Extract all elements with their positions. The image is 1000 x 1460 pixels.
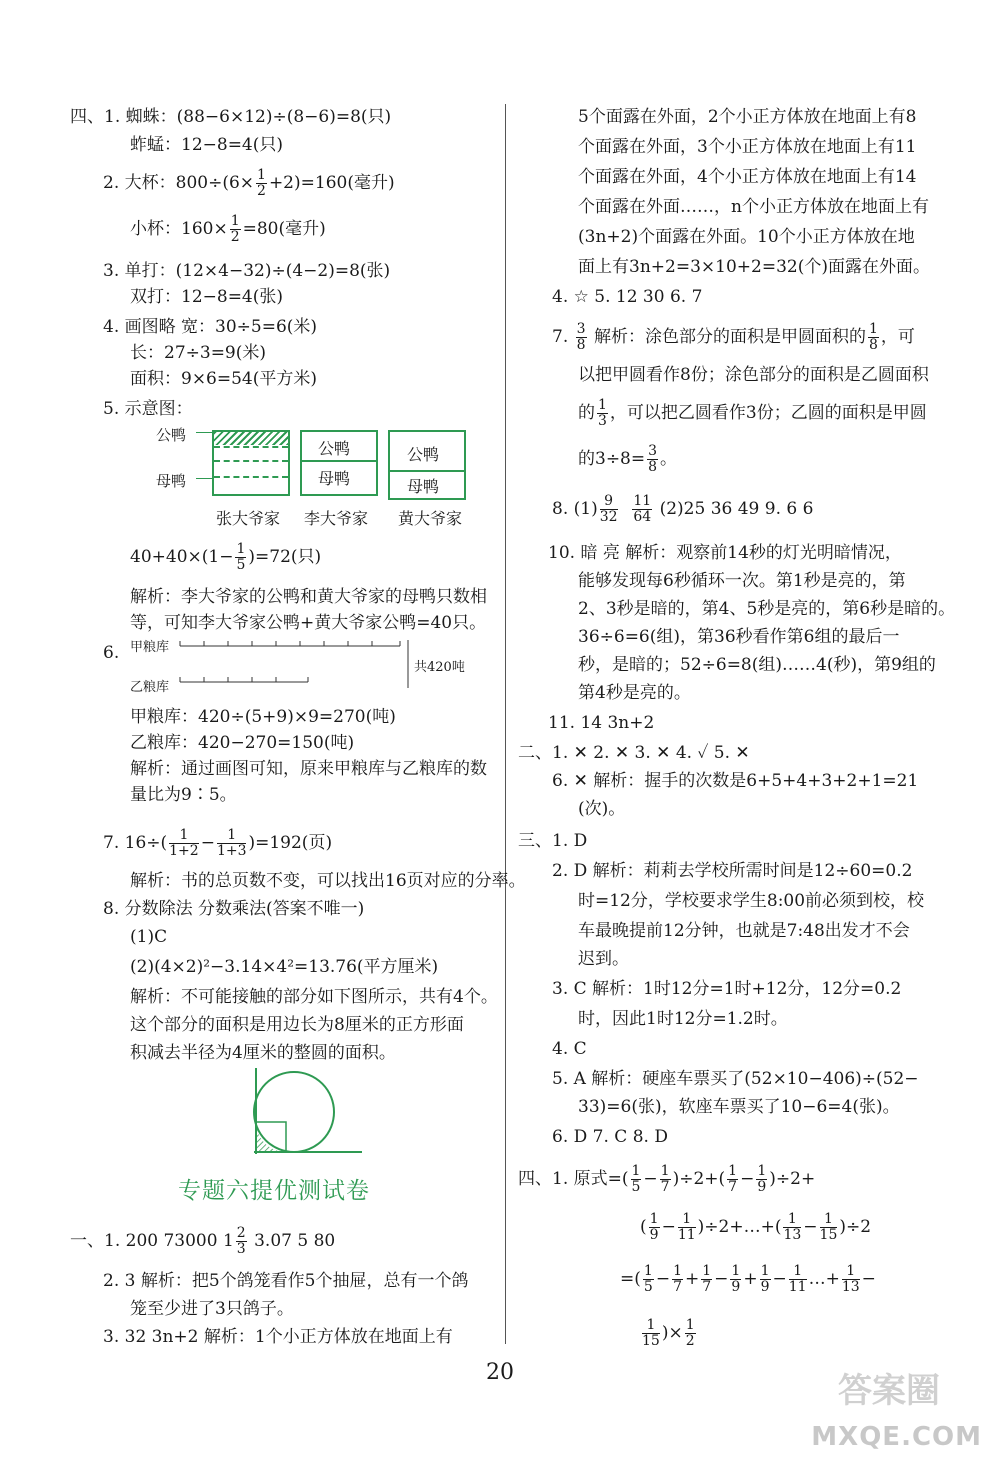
expression-line-4: $\frac{1}{15}$ )× $\frac{1}{2}$ [642,1317,695,1349]
right-line: 33)=6(张)，软座车票买了10−6=4(张)。 [578,1097,900,1117]
right-line: (3n+2)个面露在外面。10个小正方体放在地 [578,227,915,247]
answer-10: 10. 暗 亮 解析：观察前14秒的灯光明暗情况， [548,543,902,563]
answer-4-5-equation: 40+40×(1− $\frac{1}{5}$ )=72(只) [130,541,322,573]
page-number: 20 [486,1360,514,1385]
right-line-frac-3-8: 的3÷8= $\frac{3}{8}$ 。 [578,443,678,475]
answer-4-8d: 解析：不可能接触的部分如下图所示，共有4个。 [130,987,498,1007]
answer-1-3a: 3. 32 3n+2 解析：1个小正方体放在地面上有 [103,1327,453,1347]
answer-4-5-analysis-2: 等，可知李大爷家公鸭+黄大爷家公鸭=40只。 [130,613,487,633]
answer-3-3: 3. C 解析：1时12分=1时+12分，12分=0.2 [552,979,902,999]
fig5-split [390,470,464,472]
answer-4-6: 4. ☆ 5. 12 30 6. 7 [552,287,703,307]
expression-line-2: ( $\frac{1}{9}$ − $\frac{1}{11}$ )÷2+…+( $\frac{1}{13}$ − $\frac{1}{15}$ )÷2 [640,1211,872,1243]
answer-3-6-8: 6. D 7. C 8. D [552,1127,668,1147]
section-title: 专题六提优测试卷 [178,1178,370,1204]
fig6-segments [176,636,416,692]
right-line: 能够发现每6秒循环一次。第1秒是亮的，第 [578,571,906,591]
answer-3-4: 4. C [552,1039,587,1059]
fig5-li-muya: 母鸭 [318,469,351,488]
right-line: 面上有3n+2=3×10+2=32(个)面露在外面。 [578,257,930,277]
square-circle-figure [246,1062,366,1162]
answer-4-6c: 解析：通过画图可知，原来甲粮库与乙粮库的数 [130,759,487,779]
fig6-total: 共420吨 [414,660,465,675]
answer-4-8e: 这个部分的面积是用边长为8厘米的正方形面 [130,1015,464,1035]
right-line: 秒，是暗的；52÷6=8(组)……4(秒)，第9组的 [578,655,936,675]
fig6-label-jia: 甲粮库 [130,640,170,655]
right-line: 个面露在外面，4个小正方体放在地面上有14 [578,167,917,187]
fig5-pointer [196,478,212,479]
fig5-hatched [214,432,288,445]
fig5-pointer [196,432,212,433]
answer-4-3b: 双打：12−8=4(张) [130,287,284,307]
answer-8-9: 8. (1) $\frac{9}{32}$ $\frac{11}{64}$ (2)25 36 49 9. 6 6 [552,493,814,525]
answer-3-5: 5. A 解析：硬座车票买了(52×10−406)÷(52− [552,1069,919,1089]
answer-4-4c: 面积：9×6=54(平方米) [130,369,318,389]
watermark-logo: 答案圈 [838,1371,940,1411]
answer-4-2b: 小杯：160× $\frac{1}{2}$ =80(毫升) [130,213,326,245]
answer-1-2b: 笼至少进了3只鸽子。 [130,1299,294,1319]
answer-4-7-analysis: 解析：书的总页数不变，可以找出16页对应的分率。 [130,871,526,891]
right-line-frac-1-3: 的 $\frac{1}{3}$ ，可以把乙圆看作3份；乙圆的面积是甲圆 [578,397,927,429]
answer-4-6a: 甲粮库：420÷(5+9)×9=270(吨) [130,707,396,727]
answer-4-6-num: 6. [103,643,120,663]
right-line: 时，因此1时12分=1.2时。 [578,1009,788,1029]
fig5-label-muya: 母鸭 [156,472,187,490]
fig5-dash [214,476,288,478]
fig5-caption-huang: 黄大爷家 [398,509,463,528]
answer-4-1-right: 四、1. 原式=( $\frac{1}{5}$ − $\frac{1}{7}$ )÷2+( $\frac{1}{7}$ − $\frac{1}{9}$ )÷2+ [518,1163,816,1195]
answer-11: 11. 14 3n+2 [548,713,655,733]
right-line: 以把甲圆看作8份；涂色部分的面积是乙圆面积 [578,365,929,385]
fig6-label-yi: 乙粮库 [130,680,170,695]
answer-7-right: 7. $\frac{3}{8}$ 解析：涂色部分的面积是甲圆面积的 $\frac{1}{8}$ ，可 [552,321,915,353]
answer-4-5-analysis-1: 解析：李大爷家的公鸭和黄大爷家的母鸭只数相 [130,587,487,607]
fig5-label-gongya: 公鸭 [156,426,187,444]
answer-4-8b: (1)C [130,927,168,947]
right-line: 时=12分，学校要求学生8:00前必须到校，校 [578,891,925,911]
answer-1-2a: 2. 3 解析：把5个鸽笼看作5个抽屉，总有一个鸽 [103,1271,469,1291]
section-2-answers: 二、1. ✕ 2. ✕ 3. ✕ 4. ✓ 5. ✕ [518,743,750,763]
section-3-answer-1: 三、1. D [518,831,588,851]
answer-4-6b: 乙粮库：420−270=150(吨) [130,733,355,753]
fig5-li-gongya: 公鸭 [318,439,351,458]
right-line: 5个面露在外面，2个小正方体放在地面上有8 [578,107,917,127]
fig5-caption-zhang: 张大爷家 [216,509,281,528]
answer-1-1: 一、1. 200 73000 1 $\frac{2}{3}$ 3.07 5 80 [70,1225,336,1257]
column-divider [505,104,506,1344]
right-line: (次)。 [578,799,626,819]
answer-4-1a: 四、1. 蜘蛛：(88−6×12)÷(8−6)=8(只) [70,107,392,127]
answer-4-3a: 3. 单打：(12×4−32)÷(4−2)=8(张) [103,261,391,281]
answer-4-4a: 4. 画图略 宽：30÷5=6(米) [103,317,318,337]
answer-3-2: 2. D 解析：莉莉去学校所需时间是12÷60=0.2 [552,861,913,881]
fig5-huang-gongya: 公鸭 [407,445,440,464]
right-line: 第4秒是亮的。 [578,683,691,703]
expression-line-3: =( $\frac{1}{5}$ − $\frac{1}{7}$ + $\frac{1}{7}$ − $\frac{1}{9}$ + $\frac{1}{9}$ − $\frac{1}{11}$ …+ $\frac{1}{13}$ − [620,1263,876,1295]
right-line: 个面露在外面……，n个小正方体放在地面上有 [578,197,929,217]
answer-4-7: 7. 16÷( $\frac{1}{1+2}$ − $\frac{1}{1+3}$ )=192(页) [103,827,333,859]
answer-4-6d: 量比为9∶5。 [130,785,237,805]
answer-4-8c: (2)(4×2)²−3.14×4²=13.76(平方厘米) [130,957,439,977]
right-line: 2、3秒是暗的，第4、5秒是亮的，第6秒是暗的。 [578,599,956,619]
answer-2-6: 6. ✕ 解析：握手的次数是6+5+4+3+2+1=21 [552,771,919,791]
answer-4-2a: 2. 大杯：800÷(6× $\frac{1}{2}$ +2)=160(毫升) [103,167,395,199]
answer-4-1b: 蚱蜢：12−8=4(只) [130,135,284,155]
right-line: 车最晚提前12分钟，也就是7:48出发才不会 [578,921,910,941]
watermark-url: MXQE.COM [811,1422,982,1452]
right-line: 迟到。 [578,949,629,969]
answer-4-5a: 5. 示意图： [103,399,193,419]
fig5-caption-li: 李大爷家 [304,509,369,528]
answer-4-8f: 积减去半径为4厘米的整圆的面积。 [130,1043,396,1063]
right-line: 个面露在外面，3个小正方体放在地面上有11 [578,137,917,157]
fig5-huang-muya: 母鸭 [407,477,440,496]
right-line: 36÷6=6(组)，第36秒看作第6组的最后一 [578,627,900,647]
answer-4-4b: 长：27÷3=9(米) [130,343,267,363]
fig5-dash [214,446,288,448]
fig5-split [302,460,376,462]
answer-4-8a: 8. 分数除法 分数乘法(答案不唯一) [103,899,365,919]
fig5-dash [214,460,288,462]
